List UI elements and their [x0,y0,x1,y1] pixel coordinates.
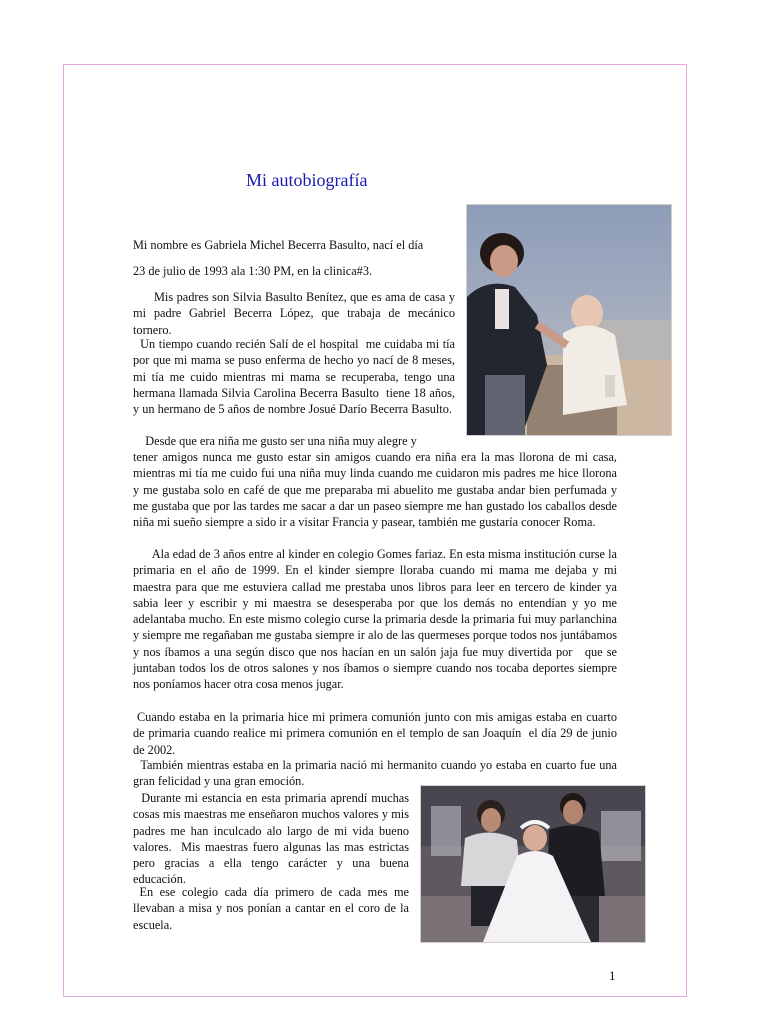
paragraph-communion: Cuando estaba en la primaria hice mi primera comunión junto con mis amigas estaba en cuarto de primaria cuando realice mi primera comunión en el templo de san Joaquín el día 29 de junio de 2002. [133,710,621,757]
paragraph-values: Durante mi estancia en esta primaria aprendí muchas cosas mis maestras me enseñaron muchos valores y mis padres me han inculcado alo largo de mi vida bueno valores. Mis maestras fuero algunas las mas estrictas pero gracias a ella tengo carácter y una buena educación. [133,791,413,887]
family-photo-communion [420,785,646,943]
paragraph-parents: Mis padres son Silvia Basulto Benítez, que es ama de casa y mi padre Gabriel Becerra López, que trabaja de mecánico tornero. [133,290,459,337]
paragraph-siblings: Un tiempo cuando recién Salí de el hospital me cuidaba mi tía por que mi mama se puso enferma de hecho yo nací de 8 meses, mi tía me cuido mientras mi mama se recuperaba, tengo una hermana llamada Silvia Carolina Becerra Basulto tiene 18 años, y un hermano de 5 años de nombre Josué Darío Becerra Basulto. [133,337,459,417]
paragraph-school: Ala edad de 3 años entre al kinder en colegio Gomes fariaz. En esta misma institución curse la primaria en el año de 1999. En el kinder siempre lloraba cuando mi mama me dejaba y mi maestra para que me estuviera callad me prestaba unos libros para leer en tercero de kinder ya sabia leer y escribir y mi maestra se desesperaba por que los demás no entendían y yo me adelantaba mucho. En este mismo colegio curse la primaria desde la primaria fui muy parlanchina y siempre me regañaban me gustaba siempre ir alo de las quermeses porque todos nos juntábamos y nos íbamos a una según disco que nos hacían en un salón jaja fue muy divertida por que se juntaban todos los de otros salones y nos íbamos o siempre cuando nos tocaba deportes siempre nos poníamos hacer otra cosa menos jugar. [133,547,621,692]
paragraph-childhood-start: Desde que era niña me gusto ser una niña muy alegre y [133,434,417,448]
family-photo-baby [466,204,672,436]
document-title: Mi autobiografía [246,170,368,190]
paragraph-mass: En ese colegio cada día primero de cada mes me llevaban a misa y nos ponían a cantar en el coro de la escuela. [133,885,413,932]
paragraph-childhood: tener amigos nunca me gusto estar sin amigos cuando era niña era la mas llorona de mi casa, mientras mi tía me cuido fui una niña muy linda cuando me cuidaron mis padres me hice llorona y me gustaba solo en café de que me preparaba mi abuelito me gustaba andar bien perfumada y me gustaba que por las tardes me sacar a dar un paseo siempre me han gustado los caballos desde niña mi sueño siempre a sido ir a visitar Francia y pasear, también me gustaría conocer Roma. [133,450,617,530]
paragraph-brother: También mientras estaba en la primaria nació mi hermanito cuando yo estaba en cuarto fue una gran felicidad y una gran emoción. [133,758,621,789]
paragraph-intro-2: 23 de julio de 1993 ala 1:30 PM, en la clinica#3. [133,264,373,278]
paragraph-intro-1: Mi nombre es Gabriela Michel Becerra Basulto, nací el día [133,238,424,252]
page-number: 1 [609,968,616,983]
